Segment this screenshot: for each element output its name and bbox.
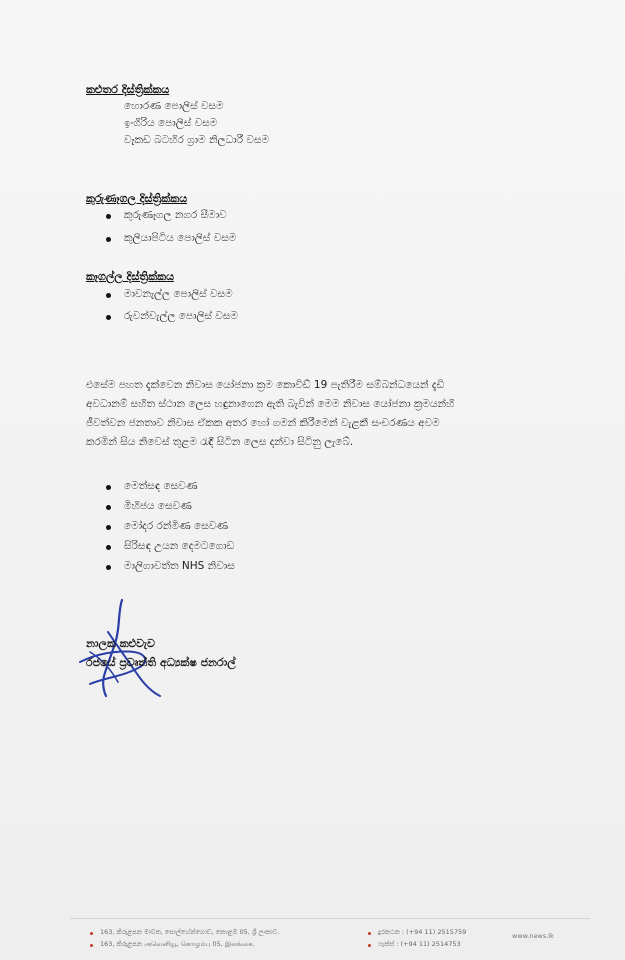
fax-line: ෆැක්ස් : (+94 11) 2514753 <box>378 940 461 948</box>
address-line: 163, කිරුළපන அவெனியூ, கொழும்பு 05, இலங்கை. <box>100 940 255 948</box>
notice-paragraph <box>86 376 526 452</box>
list-item: හොරණ පොලිස් වසම <box>124 100 224 112</box>
phone-label: දුරකථන <box>378 928 400 936</box>
address-bullet-icon <box>90 932 93 935</box>
paragraph-line: ජීවත්වන ජනතාව නිවාස ඒකක අතර හෝ ගමන් කිරීමෙන් වැළකී සංචරණය අවම <box>86 417 440 429</box>
fax-bullet-icon <box>368 944 371 947</box>
list-item <box>0 310 625 326</box>
housing-scheme: මෝදර රන්මිණ සෙවණ <box>124 520 229 532</box>
list-item-label: රුවන්වැල්ල පොලිස් වසම <box>124 310 238 322</box>
housing-scheme: සිරිසඳ උයන දෙමටගොඩ <box>124 540 235 552</box>
paragraph-line: එසේම පහත දැක්වෙන නිවාස යෝජනා ක්‍රම කොවිඩ් 19 පැතිරීම සම්බන්ධයෙන් දැඩි <box>86 379 445 391</box>
bullet-icon <box>106 237 111 242</box>
list-item <box>0 560 625 576</box>
fax-number: (+94 11) 2514753 <box>400 940 461 948</box>
address-bullet-icon <box>90 944 93 947</box>
bullet-icon <box>106 545 111 550</box>
phone-bullet-icon <box>368 932 371 935</box>
list-item: වෑකඩ බටහිර ග්‍රාම නිලධාරී වසම <box>124 134 270 146</box>
list-item <box>0 520 625 536</box>
list-item-label: මාවනැල්ල පොලිස් වසම <box>124 288 233 300</box>
list-item <box>0 540 625 556</box>
bullet-icon <box>106 315 111 320</box>
list-item <box>0 209 625 225</box>
bullet-icon <box>106 525 111 530</box>
signatory-title: රජයේ ප්‍රවෘත්ති අධ්‍යක්ෂ ජනරාල් <box>86 656 236 669</box>
bullet-icon <box>106 565 111 570</box>
list-item <box>0 480 625 496</box>
list-item <box>0 288 625 304</box>
website-link[interactable]: www.news.lk <box>512 932 554 940</box>
fax-label: ෆැක්ස් <box>378 940 395 948</box>
list-item: ඉංගිරිය පොලිස් වසම <box>124 117 218 129</box>
housing-scheme: මෙත්සඳ සෙවණ <box>124 480 198 492</box>
address-line: 163, කිරුළපන මාවත, පොල්හේන්ගොඩ, කොළඹ 05, ශ්‍රී ලංකාව. <box>100 928 280 936</box>
letterhead-footer <box>0 910 625 960</box>
district-heading-kegalle: කෑගල්ල දිස්ත්‍රික්කය <box>86 270 174 283</box>
paragraph-line: කරමින් සිය නිවෙස් තුළම රැඳී සිටින ලෙස දන්වා සිටිනු ලැබේ. <box>86 436 354 448</box>
list-item <box>0 500 625 516</box>
list-item <box>0 232 625 248</box>
bullet-icon <box>106 485 111 490</box>
phone-line: දුරකථන : (+94 11) 2515759 <box>378 928 467 936</box>
phone-number: (+94 11) 2515759 <box>406 928 467 936</box>
signatory-name: නාලක කළුවැව <box>86 637 155 650</box>
bullet-icon <box>106 505 111 510</box>
district-heading-kurunegala: කුරුණෑගල දිස්ත්‍රික්කය <box>86 192 188 205</box>
bullet-icon <box>106 214 111 219</box>
list-item-label: කුලියාපිටිය පොලිස් වසම <box>124 232 237 244</box>
housing-scheme: මිහිජය සෙවණ <box>124 500 192 512</box>
footer-divider <box>70 918 590 919</box>
district-heading-kalutara: කළුතර දිස්ත්‍රික්කය <box>86 83 170 96</box>
bullet-icon <box>106 293 111 298</box>
housing-scheme: මාලිගාවත්ත NHS නිවාස <box>124 560 235 572</box>
list-item-label: කුරුණෑගල නගර සීමාව <box>124 209 227 221</box>
paragraph-line: අවධානම් සහිත ස්ථාන ලෙස හඳුනාගෙන ඇති බැවින් මෙම නිවාස යෝජනා ක්‍රමයන්හි <box>86 398 455 410</box>
